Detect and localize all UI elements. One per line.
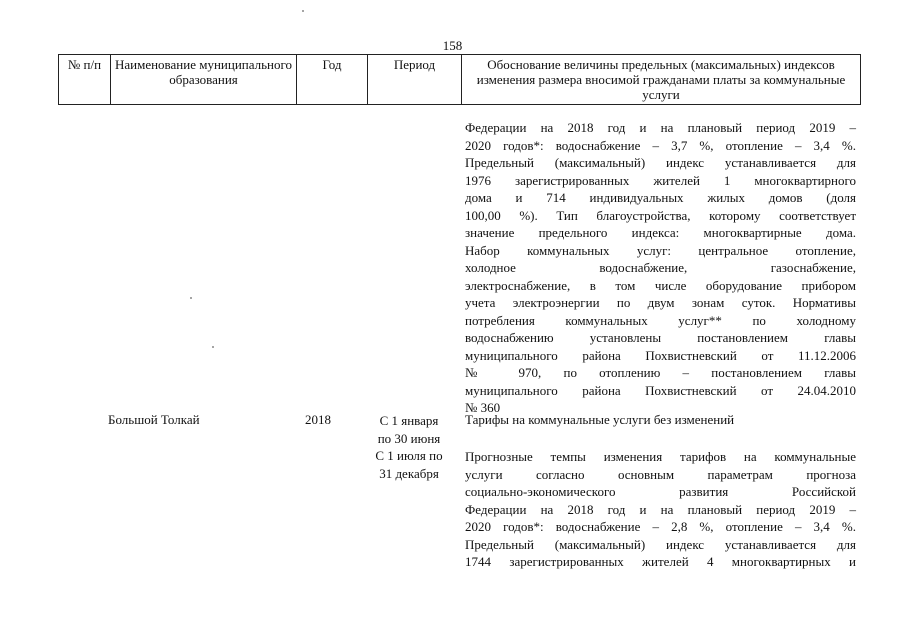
- basis-line: Предельный (максимальный) индекс устанавливается для: [465, 155, 856, 170]
- period-2-line-2: 31 декабря: [379, 465, 439, 481]
- row-year: 2018: [305, 412, 331, 427]
- basis-line: 1976 зарегистрированных жителей 1 многоквартирного: [465, 172, 856, 188]
- basis-line: № 360: [465, 400, 501, 415]
- basis-line: электроснабжение, в том числе оборудование прибором: [465, 277, 856, 293]
- header-cell-basis: Обоснование величины предельных (максимальных) индексов изменения размера вносимой гражданами платы за коммунальные услуги: [462, 55, 861, 105]
- basis-line: потребления коммунальных услуг** по холодному: [465, 312, 856, 328]
- basis-line: услуги согласно основным параметрам прогноза: [465, 466, 856, 482]
- basis-line: № 970, по отоплению – постановлением главы: [465, 365, 856, 380]
- header-cell-period: Период: [368, 55, 462, 105]
- basis-second-period: [465, 448, 856, 571]
- basis-line: водоснабжению установлены постановлением главы: [465, 330, 856, 345]
- basis-line: значение предельного индекса: многоквартирные дома.: [465, 225, 856, 240]
- basis-line: 1744 зарегистрированных жителей 4 многоквартирных и: [465, 554, 856, 569]
- page-number: 158: [442, 38, 463, 53]
- basis-first-period: Тарифы на коммунальные услуги без изменений: [465, 412, 735, 427]
- period-1-line-2: по 30 июня: [377, 430, 441, 446]
- header-cell-year: Год: [297, 55, 368, 105]
- basis-line: социально-экономического развития Российской: [465, 484, 856, 499]
- basis-line: Федерации на 2018 год и на плановый период 2019 –: [465, 120, 856, 135]
- basis-line: 100,00 %). Тип благоустройства, которому соответствует: [465, 207, 856, 223]
- scan-speck: [212, 346, 214, 348]
- header-cell-number: № п/п: [59, 55, 111, 105]
- row-period: [366, 412, 452, 482]
- basis-line: муниципального района Похвистневский от 24.04.2010: [465, 382, 856, 398]
- basis-line: 2020 годов*: водоснабжение – 2,8 %, отопление – 3,4 %.: [465, 519, 856, 534]
- basis-line: муниципального района Похвистневский от 11.12.2006: [465, 347, 856, 363]
- scan-speck: [302, 10, 304, 12]
- scan-speck: [190, 297, 192, 299]
- basis-line: Набор коммунальных услуг: центральное отопление,: [465, 242, 856, 258]
- period-1-line-1: С 1 января: [379, 413, 439, 428]
- basis-line: Предельный (максимальный) индекс устанавливается для: [465, 536, 856, 552]
- basis-line: учета электроэнергии по двум зонам суток. Нормативы: [465, 295, 856, 310]
- continued-basis-text: [465, 119, 856, 417]
- municipality-name: Большой Толкай: [108, 412, 200, 427]
- basis-line: дома и 714 индивидуальных жилых домов (доля: [465, 190, 856, 205]
- table-header: [58, 54, 861, 105]
- period-2-line-1: С 1 июля по: [375, 448, 443, 463]
- basis-line: Прогнозные темпы изменения тарифов на коммунальные: [465, 449, 856, 464]
- basis-line: Федерации на 2018 год и на плановый период 2019 –: [465, 501, 856, 517]
- header-cell-municipality: Наименование муниципального образования: [111, 55, 297, 105]
- basis-line: холодное водоснабжение, газоснабжение,: [465, 260, 856, 275]
- basis-line: 2020 годов*: водоснабжение – 3,7 %, отопление – 3,4 %.: [465, 137, 856, 153]
